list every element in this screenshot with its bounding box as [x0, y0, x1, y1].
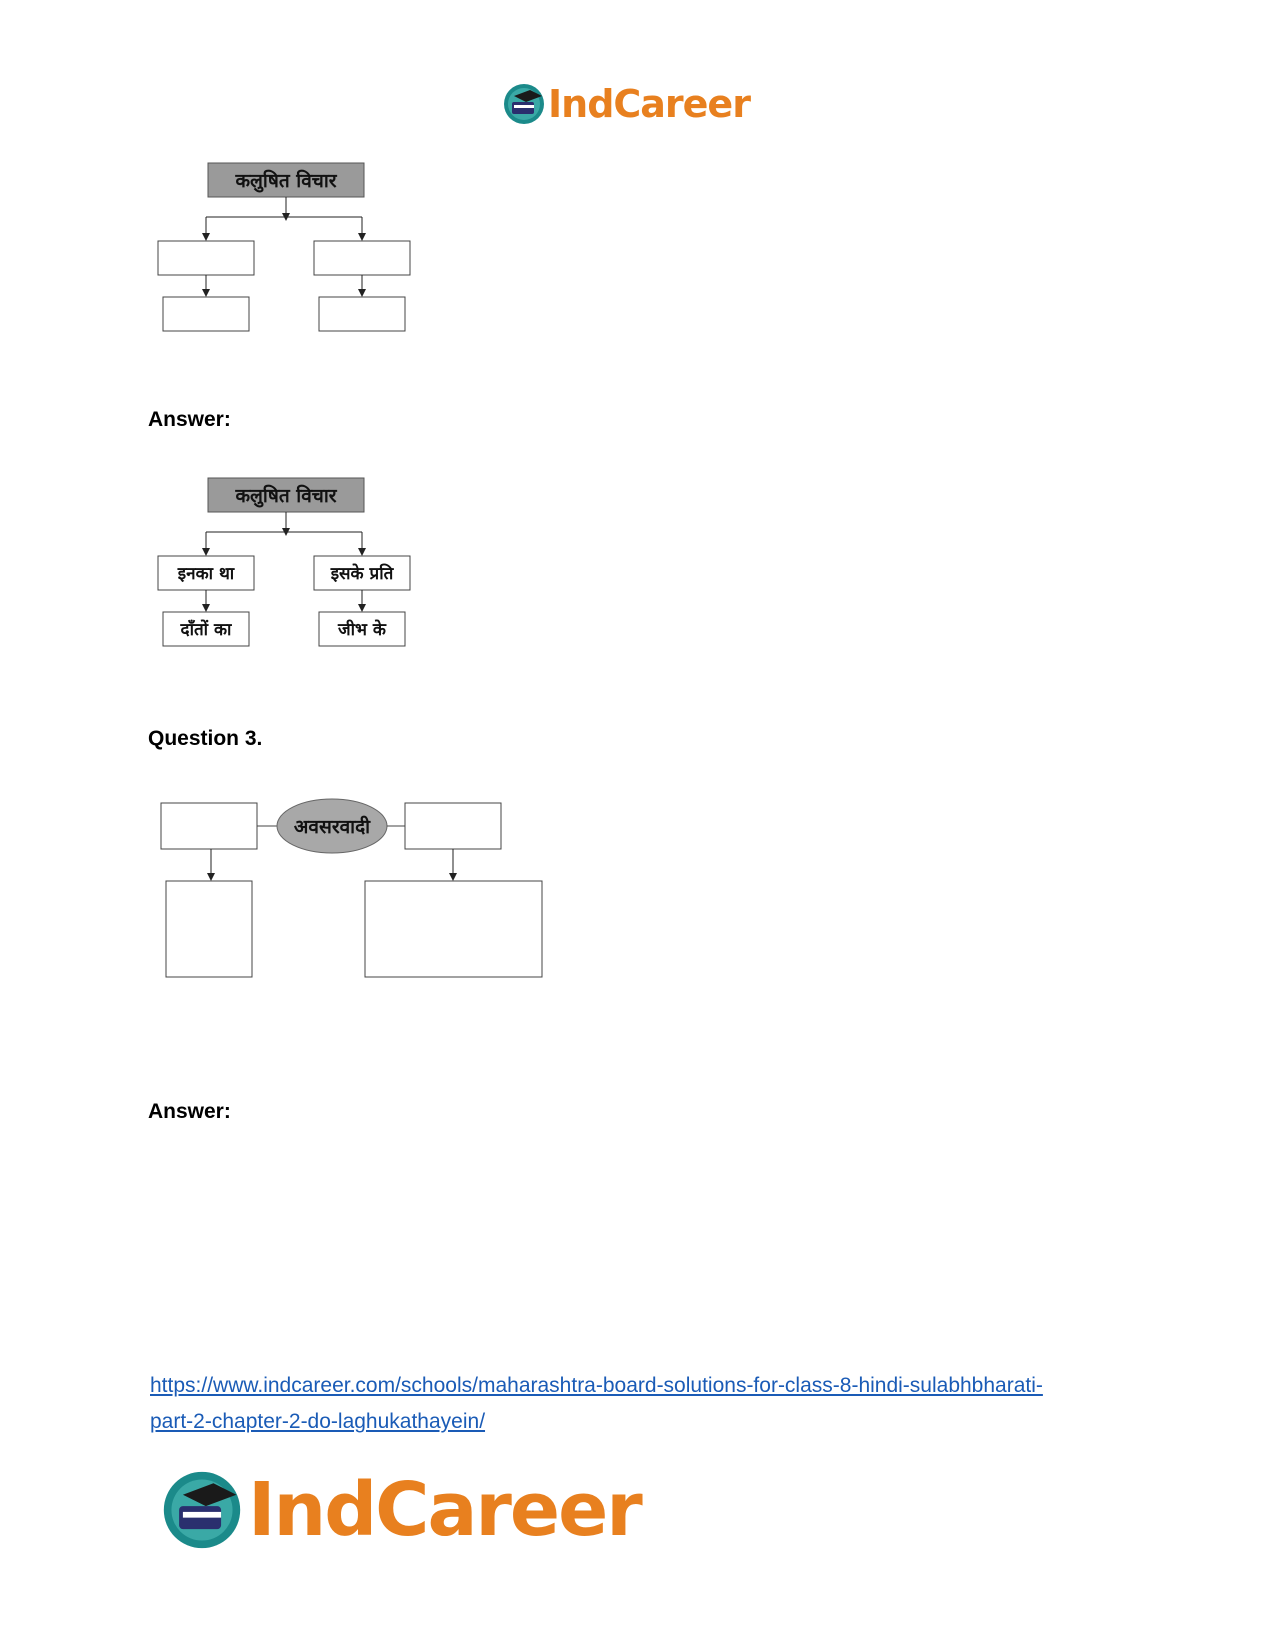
- answer-label-1: Answer:: [148, 408, 231, 431]
- left-top-box: [158, 241, 254, 275]
- diagram-answer: [150, 470, 420, 655]
- right-bottom-box: [365, 881, 542, 977]
- right-bottom-box: [319, 297, 405, 331]
- question-3-label: Question 3.: [148, 727, 263, 750]
- source-link-line-1[interactable]: https://www.indcareer.com/schools/maharashtra-board-solutions-for-class-8-hindi-sulabhbharati-: [150, 1374, 1043, 1397]
- root-label: कलुषित विचार: [235, 170, 337, 192]
- right-bottom-label: जीभ के: [338, 620, 386, 640]
- indcareer-logo-top: [502, 80, 750, 128]
- logo-globe-icon: [160, 1468, 244, 1552]
- logo-wordmark: IndCareer: [548, 82, 750, 126]
- left-bottom-label: दाँतों का: [180, 620, 232, 640]
- left-top-box: [161, 803, 257, 849]
- source-link-line-2[interactable]: part-2-chapter-2-do-laghukathayein/: [150, 1410, 486, 1433]
- left-bottom-box: [163, 297, 249, 331]
- indcareer-logo-bottom: [160, 1465, 641, 1555]
- source-link[interactable]: [150, 1368, 1130, 1440]
- root-label: कलुषित विचार: [235, 485, 337, 507]
- right-top-box: [405, 803, 501, 849]
- answer-label-2: Answer:: [148, 1100, 231, 1123]
- logo-wordmark: IndCareer: [248, 1467, 641, 1553]
- diagram-question-3: [155, 795, 550, 995]
- right-top-box: [314, 241, 410, 275]
- center-label: अवसरवादी: [293, 816, 371, 838]
- diagram-question-blank: [150, 155, 420, 340]
- left-bottom-box: [166, 881, 252, 977]
- left-top-label: इनका था: [177, 564, 235, 584]
- logo-globe-icon: [502, 82, 546, 126]
- right-top-label: इसके प्रति: [330, 564, 394, 584]
